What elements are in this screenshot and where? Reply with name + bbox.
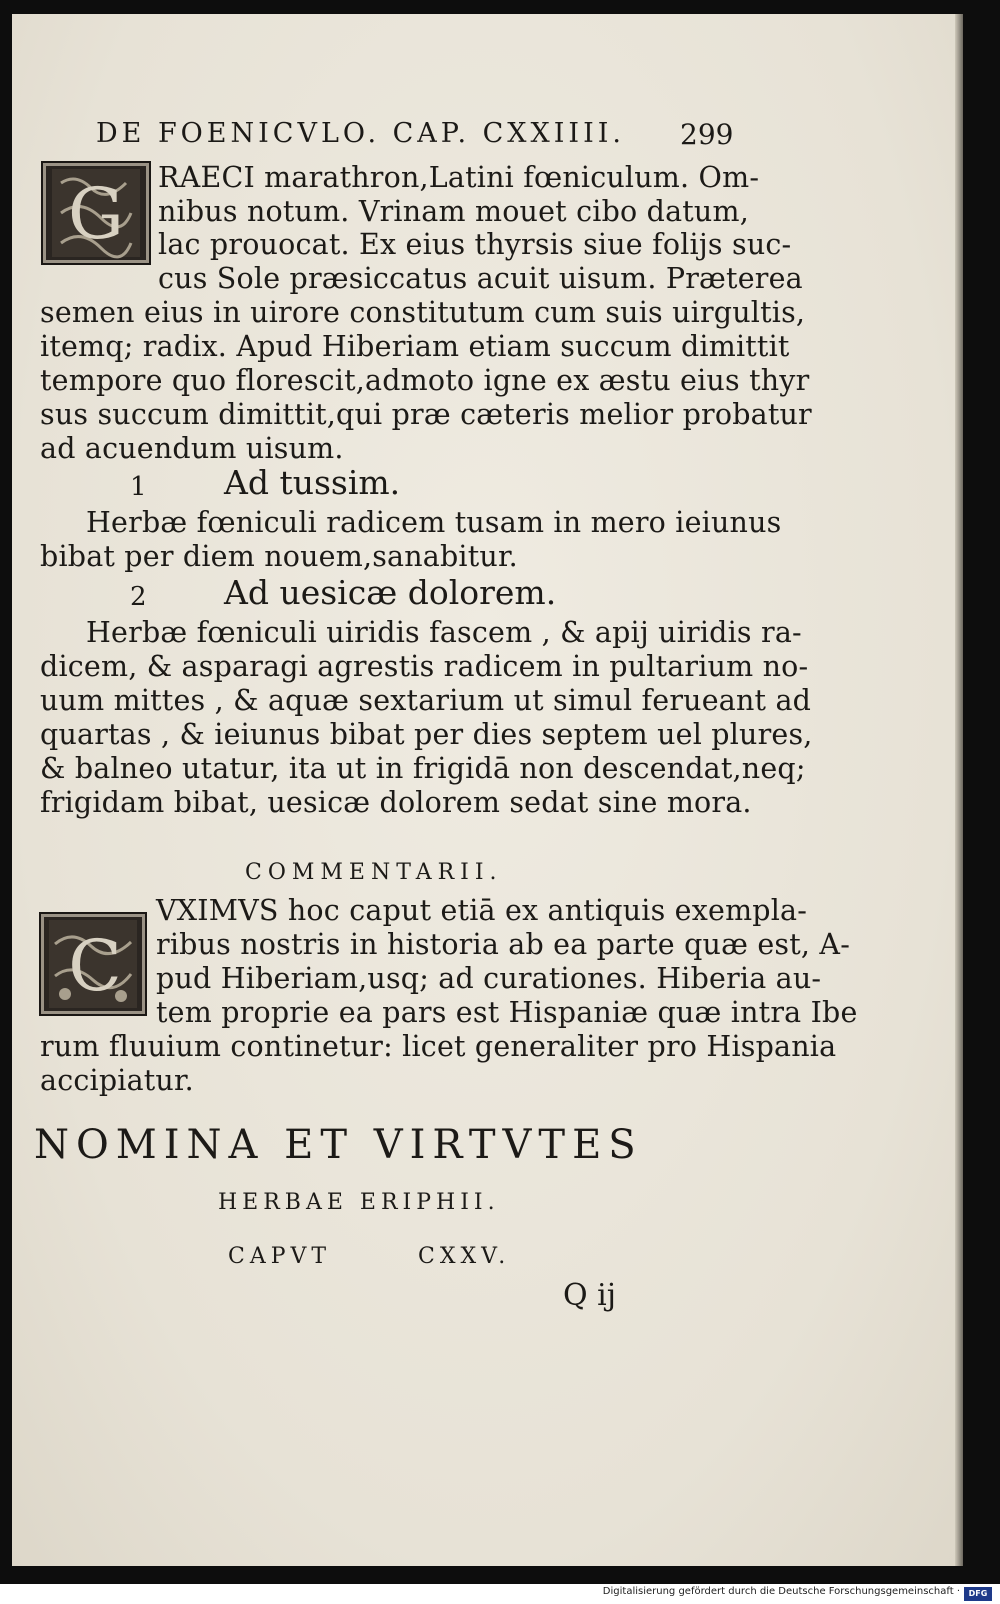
paragraph-line: lac prouocat. Ex eius thyrsis siue folijs suc- — [158, 228, 792, 261]
ornament-initial-c-icon — [41, 914, 145, 1014]
initial-letter-g: G — [68, 173, 124, 255]
signature-mark: Q ij — [563, 1278, 617, 1313]
commentary-line: ribus nostris in historia ab ea parte quæ est, A- — [156, 928, 851, 961]
paragraph-line: nibus notum. Vrinam mouet cibo datum, — [158, 195, 749, 228]
commentary-line: rum fluuium continetur: licet generaliter pro Hispania — [40, 1030, 837, 1063]
commentary-line: VXIMVS hoc caput etiā ex antiquis exempla- — [156, 894, 808, 927]
paragraph-line: semen eius in uirore constitutum cum suis uirgultis, — [40, 296, 806, 329]
remedy-line: dicem, & asparagi agrestis radicem in pultarium no- — [40, 650, 809, 683]
caput-number: CXXV. — [418, 1244, 511, 1269]
next-chapter-subtitle: HERBAE ERIPHII. — [218, 1190, 500, 1215]
paragraph-line: sus succum dimittit,qui præ cæteris melior probatur — [40, 398, 812, 431]
remedy-line: bibat per diem nouem,sanabitur. — [40, 540, 518, 573]
ornament-initial-g-icon — [43, 163, 149, 263]
remedy-number: 2 — [130, 582, 147, 612]
footer-credit: Digitalisierung gefördert durch die Deutsche Forschungsgemeinschaft · — [602, 1586, 960, 1597]
commentary-line: pud Hiberiam,usq; ad curationes. Hiberia au- — [156, 962, 822, 995]
remedy-line: Herbæ fœniculi uiridis fascem , & apij uiridis ra- — [86, 616, 802, 649]
commentary-line: tem proprie ea pars est Hispaniæ quæ intra Ibe — [156, 996, 858, 1029]
folio-number: 299 — [680, 118, 734, 151]
remedy-line: & balneo utatur, ita ut in frigidā non descendat,neq; — [40, 752, 806, 785]
commentary-line: accipiatur. — [40, 1064, 194, 1097]
dfg-logo: DFG — [964, 1587, 992, 1601]
remedy-line: uum mittes , & aquæ sextarium ut simul ferueant ad — [40, 684, 812, 717]
remedy-heading: Ad uesicæ dolorem. — [224, 573, 557, 612]
decorated-initial-c — [39, 912, 147, 1016]
remedy-line: Herbæ fœniculi radicem tusam in mero ieiunus — [86, 506, 782, 539]
next-chapter-title: NOMINA ET VIRTVTES — [34, 1122, 643, 1168]
remedy-line: frigidam bibat, uesicæ dolorem sedat sine mora. — [40, 786, 752, 819]
page-edge — [955, 14, 963, 1566]
paragraph-line: RAECI marathron,Latini fœniculum. Om- — [158, 161, 760, 194]
paragraph-line: itemq; radix. Apud Hiberiam etiam succum dimittit — [40, 330, 790, 363]
decorated-initial-g — [41, 161, 151, 265]
running-head: DE FOENICVLO. CAP. CXXIIII. — [96, 118, 625, 149]
paragraph-line: cus Sole præsiccatus acuit uisum. Præterea — [158, 262, 803, 295]
paragraph-line: ad acuendum uisum. — [40, 432, 344, 465]
remedy-number: 1 — [130, 472, 147, 502]
commentary-label: COMMENTARII. — [245, 860, 503, 885]
remedy-heading: Ad tussim. — [224, 463, 401, 502]
caput-label: CAPVT — [228, 1244, 332, 1269]
initial-letter-c: C — [68, 925, 122, 1007]
remedy-line: quartas , & ieiunus bibat per dies septem uel plures, — [40, 718, 813, 751]
paragraph-line: tempore quo florescit,admoto igne ex æstu eius thyr — [40, 364, 810, 397]
